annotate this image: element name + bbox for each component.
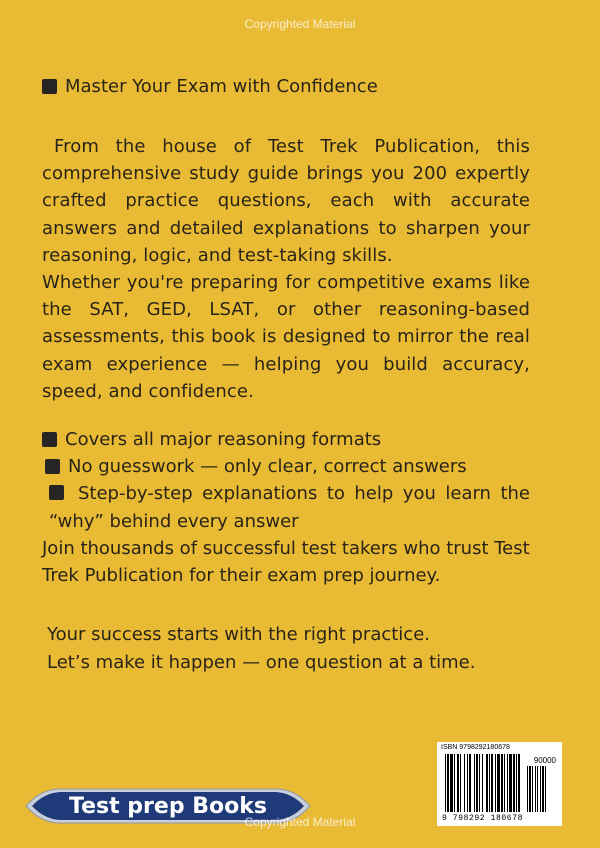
exam-paragraph: Whether you're preparing for competitive exams like the SAT, GED, LSAT, or other reasoning-based assessments, this book is designed to mirror the real exam experience — helping you build accuracy, speed, and confidence. bbox=[42, 272, 530, 402]
intro-paragraph: From the house of Test Trek Publication, this comprehensive study guide brings you 200 expertly crafted practice questions, each with accurate answers and detailed explanations to sharpen your reasoning, logic, and test-taking skills. bbox=[42, 136, 530, 266]
square-bullet-icon bbox=[49, 485, 64, 500]
feature-text: Covers all major reasoning formats bbox=[65, 429, 382, 451]
watermark-top: Copyrighted Material bbox=[244, 17, 356, 31]
isbn-label: ISBN 9798292180678 bbox=[441, 744, 510, 751]
feature-item bbox=[42, 453, 530, 480]
feature-item bbox=[42, 480, 530, 534]
price-code: 90000 bbox=[533, 756, 556, 765]
closing-line: Your success starts with the right practice. bbox=[47, 624, 430, 646]
feature-text: No guesswork — only clear, correct answers bbox=[68, 456, 467, 478]
isbn-barcode bbox=[437, 742, 562, 826]
feature-list bbox=[42, 426, 530, 589]
closing-lines bbox=[42, 621, 530, 676]
isbn-digits: 9 798292 180678 bbox=[442, 814, 524, 823]
heading bbox=[42, 76, 530, 97]
closing-line: Let’s make it happen — one question at a time. bbox=[47, 651, 476, 673]
heading-text: Master Your Exam with Confidence bbox=[65, 76, 378, 97]
square-bullet-icon bbox=[42, 79, 57, 94]
badge-text: Test prep Books bbox=[69, 793, 267, 819]
feature-item bbox=[42, 426, 530, 453]
square-bullet-icon bbox=[42, 432, 57, 447]
back-cover-text bbox=[42, 76, 530, 676]
watermark-bottom: Copyrighted Material bbox=[244, 815, 356, 829]
feature-text: Step-by-step explanations to help you learn the “why” behind every answer bbox=[49, 483, 530, 532]
square-bullet-icon bbox=[45, 459, 60, 474]
join-text: Join thousands of successful test takers who trust Test Trek Publication for their exam prep journey. bbox=[42, 537, 530, 587]
